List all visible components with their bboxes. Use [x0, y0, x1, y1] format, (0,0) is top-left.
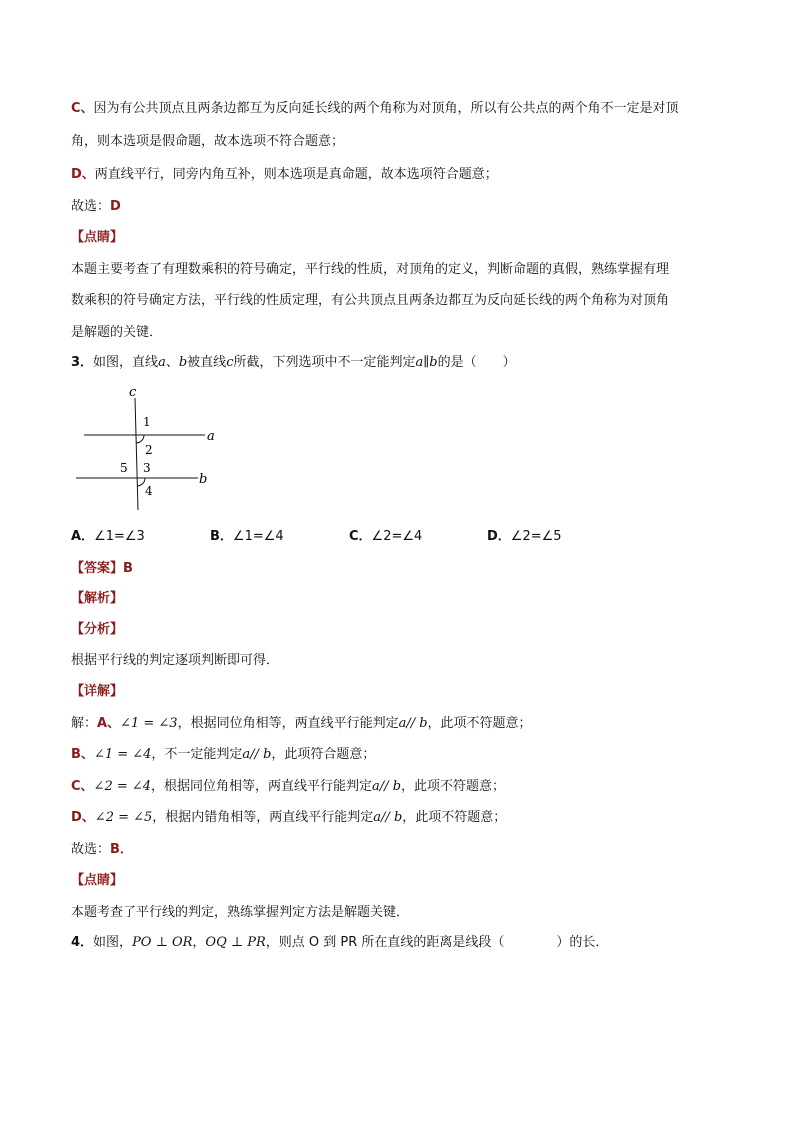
option-b-text: ∠1=∠4 — [232, 529, 284, 544]
detail-b-expr: ∠1 = ∠4 — [93, 747, 152, 762]
detail-c-text-1: ，根据同位角相等，两直线平行能判定 — [151, 779, 373, 794]
detail-c-label: C、 — [71, 779, 94, 794]
comment-1-header: 【点睛】 — [71, 230, 124, 245]
detail-header: 【详解】 — [71, 684, 124, 699]
option-d-choice-text: ∠2=∠5 — [510, 529, 562, 544]
label-b: b — [199, 472, 208, 487]
option-c — [349, 528, 422, 546]
question-3-sep: 、 — [165, 355, 179, 370]
detail-b-ab: a// b — [242, 747, 272, 762]
detail-d-expr: ∠2 = ∠5 — [94, 810, 153, 825]
option-c-line-2 — [71, 133, 344, 151]
answer-1-value: D — [110, 199, 121, 214]
answer-3-select-value: B． — [110, 842, 133, 857]
option-d — [487, 528, 562, 546]
analysis-sub-header: 【分析】 — [71, 622, 124, 637]
detail-a-ab: a// b — [398, 716, 428, 731]
option-d-text: 两直线平行，同旁内角互补，则本选项是真命题，故本选项符合题意； — [94, 167, 498, 182]
answer-1-prefix: 故选： — [71, 199, 111, 214]
detail-a-expr: ∠1 = ∠3 — [120, 716, 178, 731]
detail-d-text-2: ，此项不符题意； — [402, 810, 507, 825]
detail-b-label: B、 — [71, 747, 94, 762]
answer-3-select-prefix: 故选： — [71, 842, 111, 857]
label-a: a — [207, 429, 215, 444]
question-3-var-b: b — [178, 355, 188, 370]
answer-1-line — [71, 198, 121, 216]
detail-b-line — [71, 746, 375, 764]
option-b-label: B． — [210, 529, 233, 544]
answer-3-select-line — [71, 841, 133, 859]
detail-a-prefix: 解： — [71, 716, 98, 731]
angle-1-label: 1 — [143, 415, 151, 429]
angle-4-arc — [137, 478, 145, 486]
comment-3-text: 本题考查了平行线的判定，熟练掌握判定方法是解题关键． — [71, 905, 410, 920]
question-3-var-c: c — [226, 355, 234, 370]
option-a — [71, 528, 145, 546]
detail-c-text-2: ，此项不符题意； — [401, 779, 506, 794]
answer-3-header: 【答案】 — [71, 561, 124, 576]
label-c: c — [129, 385, 137, 400]
angle-2-arc — [136, 435, 144, 443]
analysis-sub-header-line — [71, 621, 123, 639]
angle-4-label: 4 — [145, 484, 153, 498]
question-3-text-b: 被直线 — [187, 355, 227, 370]
answer-3-line — [71, 560, 133, 578]
option-c-label: C、 — [71, 101, 94, 116]
option-c-text-1: 因为有公共顶点且两条边都互为反向延长线的两个角称为对顶角，所以有公共点的两个角不一定是对顶 — [93, 101, 679, 116]
comment-1-line-1 — [71, 261, 669, 279]
analysis-header-line — [71, 590, 123, 608]
detail-a-text-2: ，此项不符题意； — [427, 716, 532, 731]
question-4-sep: ， — [192, 935, 206, 950]
comment-1-line-3 — [71, 324, 162, 342]
option-d-choice-label: D． — [487, 529, 511, 544]
analysis-text: 根据平行线的判定逐项判断即可得． — [71, 653, 280, 668]
angle-5-label: 5 — [120, 461, 128, 475]
question-3-text-a: 如图，直线 — [93, 355, 159, 370]
question-4-expr-2: OQ ⊥ PR — [205, 935, 266, 950]
analysis-text-line — [71, 652, 279, 670]
option-c-choice-label: C． — [349, 529, 372, 544]
comment-3-header: 【点睛】 — [71, 873, 124, 888]
option-a-text: ∠1=∠3 — [94, 529, 145, 544]
angle-3-label: 3 — [143, 461, 151, 475]
transversal-line-c — [135, 398, 138, 510]
comment-3-text-line — [71, 904, 409, 922]
comment-1-text-3: 是解题的关键． — [71, 325, 163, 340]
question-3-text-c: 所截，下列选项中不一定能判定 — [233, 355, 416, 370]
question-4-expr-1: PO ⊥ OR — [132, 935, 193, 950]
detail-d-text-1: ，根据内错角相等，两直线平行能判定 — [152, 810, 374, 825]
detail-a-line — [71, 715, 532, 733]
detail-d-ab: a// b — [373, 810, 403, 825]
comment-3-header-line — [71, 872, 123, 890]
option-b — [210, 528, 284, 546]
analysis-header: 【解析】 — [71, 591, 124, 606]
detail-d-label: D、 — [71, 810, 95, 825]
comment-1-text-1: 本题主要考查了有理数乘积的符号确定，平行线的性质，对顶角的定义，判断命题的真假，熟练掌握有理 — [71, 262, 670, 277]
answer-3-value: B — [123, 561, 133, 576]
question-3-var-ab: a∥b — [415, 355, 438, 370]
question-4-number: 4． — [71, 935, 94, 950]
detail-a-label: A、 — [97, 716, 121, 731]
detail-c-line — [71, 778, 505, 796]
question-3-var-a: a — [158, 355, 166, 370]
detail-c-expr: ∠2 = ∠4 — [93, 779, 152, 794]
comment-1-text-2: 数乘积的符号确定方法，平行线的性质定理，有公共顶点且两条边都互为反向延长线的两个角称为对顶角 — [71, 293, 670, 308]
detail-a-text-1: ，根据同位角相等，两直线平行能判定 — [177, 716, 399, 731]
question-4-text-b: ，则点 O 到 PR 所在直线的距离是线段（ ）的长． — [265, 935, 609, 950]
option-d-label: D、 — [71, 167, 95, 182]
option-c-choice-text: ∠2=∠4 — [371, 529, 423, 544]
question-3-text-d: 的是（ ） — [437, 355, 516, 370]
detail-d-line — [71, 809, 506, 827]
detail-header-line — [71, 683, 123, 701]
option-d-line — [71, 166, 498, 184]
detail-c-ab: a// b — [372, 779, 402, 794]
angle-2-label: 2 — [145, 443, 153, 457]
question-4-stem — [71, 934, 608, 952]
option-c-line-1 — [71, 100, 679, 118]
parallel-lines-figure — [70, 380, 230, 515]
question-3-number: 3． — [71, 355, 94, 370]
comment-1-header-line — [71, 229, 123, 247]
question-3-stem — [71, 354, 516, 372]
question-4-text-a: 如图， — [93, 935, 133, 950]
option-c-text-2: 角，则本选项是假命题，故本选项不符合题意； — [71, 134, 345, 149]
option-a-label: A． — [71, 529, 95, 544]
detail-b-text-2: ，此项符合题意； — [271, 747, 376, 762]
detail-b-text-1: ，不一定能判定 — [151, 747, 243, 762]
comment-1-line-2 — [71, 292, 669, 310]
